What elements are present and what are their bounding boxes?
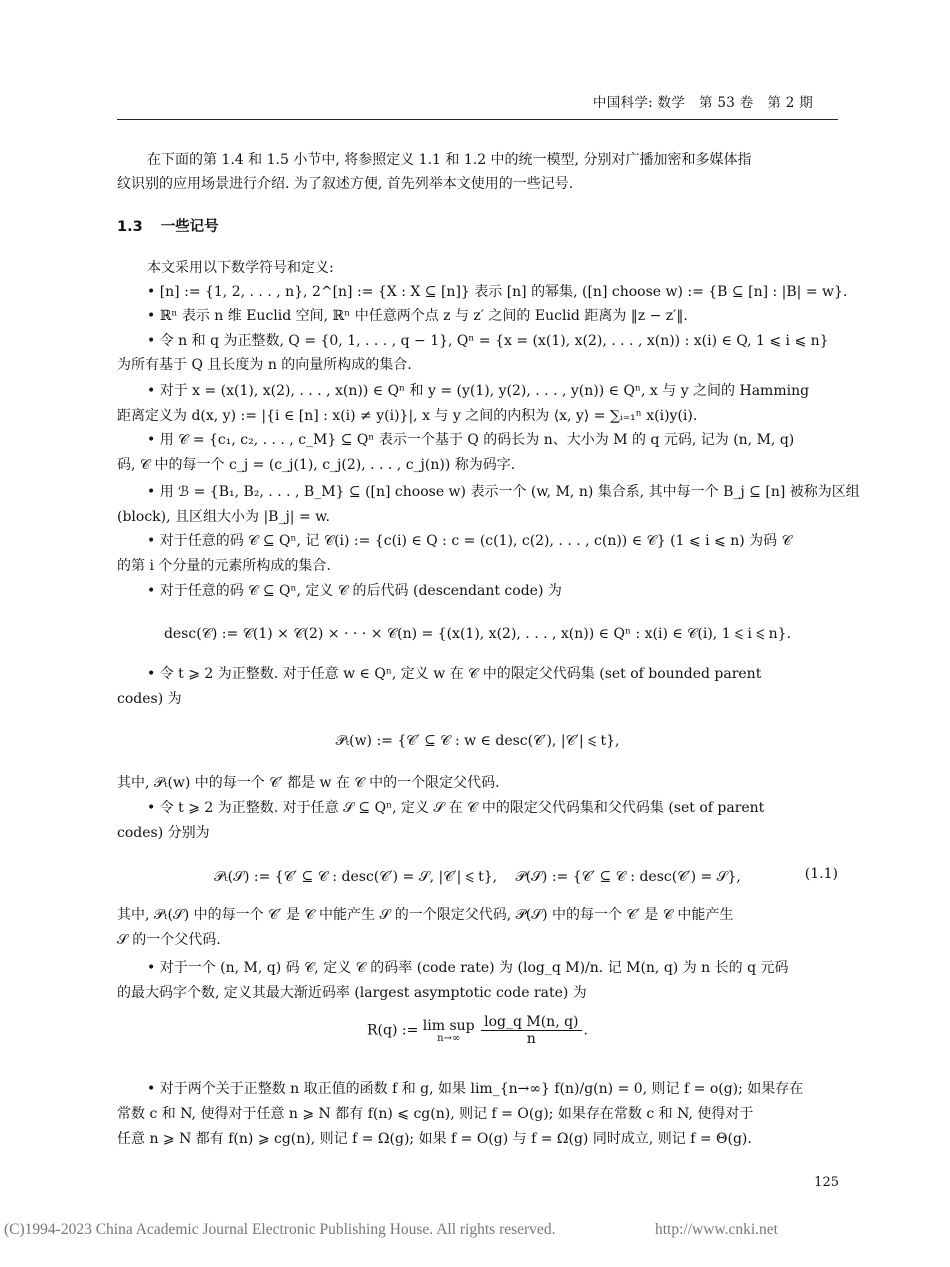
asymptotic-line-2: 常数 c 和 N, 使得对于任意 n ⩾ N 都有 f(n) ⩽ cg(n), 则记 f = O(g); 如果存在常数 c 和 N, 使得对于 [117,1106,754,1122]
intro-line-1: 在下面的第 1.4 和 1.5 小节中, 将参照定义 1.1 和 1.2 中的统一模型, 分别对广播加密和多媒体指 [147,152,752,168]
equation-desc: desc(𝒞) := 𝒞(1) × 𝒞(2) × · · · × 𝒞(n) = {(x(1), x(2), . . . , x(n)) ∈ Qⁿ : x(i) ∈ 𝒞(i), 1 ⩽ i ⩽ n}. [163,626,792,642]
bullet-euclid: • ℝⁿ 表示 n 维 Euclid 空间, ℝⁿ 中任意两个点 z 与 z′ 之间的 Euclid 距离为 ‖z − z′‖. [147,308,688,324]
bullet-qn-line-1: • 令 n 和 q 为正整数, Q = {0, 1, . . . , q − 1}, Qⁿ = {x = (x(1), x(2), . . . , x(n)) : x(i) ∈ Q, 1 ⩽ i ⩽ n} [147,333,829,349]
equation-pt: 𝒫ₜ(w) := {𝒞′ ⊆ 𝒞 : w ∈ desc(𝒞′), |𝒞′| ⩽ t}, [335,733,620,749]
asymptotic-line-1: • 对于两个关于正整数 n 取正值的函数 f 和 g, 如果 lim_{n→∞} f(n)/g(n) = 0, 则记 f = o(g); 如果存在 [147,1081,804,1097]
bullet-component-line-1: • 对于任意的码 𝒞 ⊆ Qⁿ, 记 𝒞(i) := {c(i) ∈ Q : c = (c(1), c(2), . . . , c(n)) ∈ 𝒞} (1 ⩽ i ⩽ n) 为码 𝒞 [147,533,792,549]
footer-url[interactable]: http://www.cnki.net [655,1221,778,1238]
rate-denominator: n [526,1031,536,1047]
rate-tail: . [583,1022,588,1039]
parent-sets-line-1: • 令 t ⩾ 2 为正整数. 对于任意 𝒮 ⊆ Qⁿ, 定义 𝒮 在 𝒞 中的限定父代码集和父代码集 (set of parent [147,800,765,816]
header-rule [117,119,838,120]
bullet-powerset: • [n] := {1, 2, . . . , n}, 2^[n] := {X : X ⊆ [n]} 表示 [n] 的幂集, ([n] choose w) := {B ⊆ [n] : |B| = w}. [147,284,848,300]
bounded-parent-line-1: • 令 t ⩾ 2 为正整数. 对于任意 w ∈ Qⁿ, 定义 w 在 𝒞 中的限定父代码集 (set of bounded parent [147,666,762,682]
bullet-qn-line-2: 为所有基于 Q 且长度为 n 的向量所构成的集合. [117,357,412,373]
bullet-setsystem-line-2: (block), 且区组大小为 |B_j| = w. [117,509,330,525]
code-rate-line-1: • 对于一个 (n, M, q) 码 𝒞, 定义 𝒞 的码率 (code rate) 为 (log_q M)/n. 记 M(n, q) 为 n 长的 q 元码 [147,960,789,976]
code-rate-line-2: 的最大码字个数, 定义其最大渐近码率 (largest asymptotic code rate) 为 [117,985,587,1001]
equation-1-1: 𝒫ₜ(𝒮) := {𝒞′ ⊆ 𝒞 : desc(𝒞′) = 𝒮, |𝒞′| ⩽ t}, 𝒫(𝒮) := {𝒞′ ⊆ 𝒞 : desc(𝒞′) = 𝒮}, [214,869,741,885]
after-1-1-line-1: 其中, 𝒫ₜ(𝒮) 中的每一个 𝒞′ 是 𝒞 中能产生 𝒮 的一个限定父代码, 𝒫(𝒮) 中的每一个 𝒞′ 是 𝒞 中能产生 [117,907,734,923]
rate-fraction [481,1014,581,1047]
limsup-text: lim sup [422,1017,475,1034]
limsup-subscript: n→∞ [437,1032,461,1044]
footer-copyright: (C)1994-2023 China Academic Journal Electronic Publishing House. All rights reserved. [4,1221,556,1238]
lead-line: 本文采用以下数学符号和定义: [147,260,334,276]
bullet-descendant: • 对于任意的码 𝒞 ⊆ Qⁿ, 定义 𝒞 的后代码 (descendant code) 为 [147,583,562,599]
page-number: 125 [814,1175,839,1190]
limsup-operator [423,1018,475,1044]
after-pt-line: 其中, 𝒫ₜ(w) 中的每一个 𝒞′ 都是 w 在 𝒞 中的一个限定父代码. [117,775,500,791]
bounded-parent-line-2: codes) 为 [117,691,182,707]
parent-sets-line-2: codes) 分别为 [117,825,210,841]
running-header: 中国科学: 数学 第 53 卷 第 2 期 [592,95,813,111]
bullet-hamming-line-2: 距离定义为 d(x, y) := |{i ∈ [n] : x(i) ≠ y(i)}|, x 与 y 之间的内积为 ⟨x, y⟩ = ∑ᵢ₌₁ⁿ x(i)y(i). [117,408,698,424]
bullet-hamming-line-1: • 对于 x = (x(1), x(2), . . . , x(n)) ∈ Qⁿ 和 y = (y(1), y(2), . . . , y(n)) ∈ Qⁿ, x 与 y 之间的 Hamming [147,383,810,399]
bullet-code-line-2: 码, 𝒞 中的每一个 c_j = (c_j(1), c_j(2), . . . , c_j(n)) 称为码字. [117,457,516,473]
intro-line-2: 纹识别的应用场景进行介绍. 为了叙述方便, 首先列举本文使用的一些记号. [117,176,574,192]
asymptotic-line-3: 任意 n ⩾ N 都有 f(n) ⩾ cg(n), 则记 f = Ω(g); 如果 f = O(g) 与 f = Ω(g) 同时成立, 则记 f = Θ(g). [117,1131,752,1147]
equation-rate [117,1014,838,1047]
section-heading [117,215,219,236]
rate-numerator: log_q M(n, q) [481,1014,581,1031]
bullet-component-line-2: 的第 i 个分量的元素所构成的集合. [117,558,331,574]
bullet-setsystem-line-1: • 用 ℬ = {B₁, B₂, . . . , B_M} ⊆ ([n] choose w) 表示一个 (w, M, n) 集合系, 其中每一个 B_j ⊆ [n] 被称为区组 [147,484,860,500]
equation-number-1-1: (1.1) [804,866,838,882]
section-title: 一些记号 [160,219,219,235]
rate-lhs: R(q) := [367,1022,419,1039]
after-1-1-line-2: 𝒮 的一个父代码. [117,932,221,948]
section-number: 1.3 [117,219,143,235]
bullet-code-line-1: • 用 𝒞 = {c₁, c₂, . . . , c_M} ⊆ Qⁿ 表示一个基于 Q 的码长为 n、大小为 M 的 q 元码, 记为 (n, M, q) [147,432,795,448]
